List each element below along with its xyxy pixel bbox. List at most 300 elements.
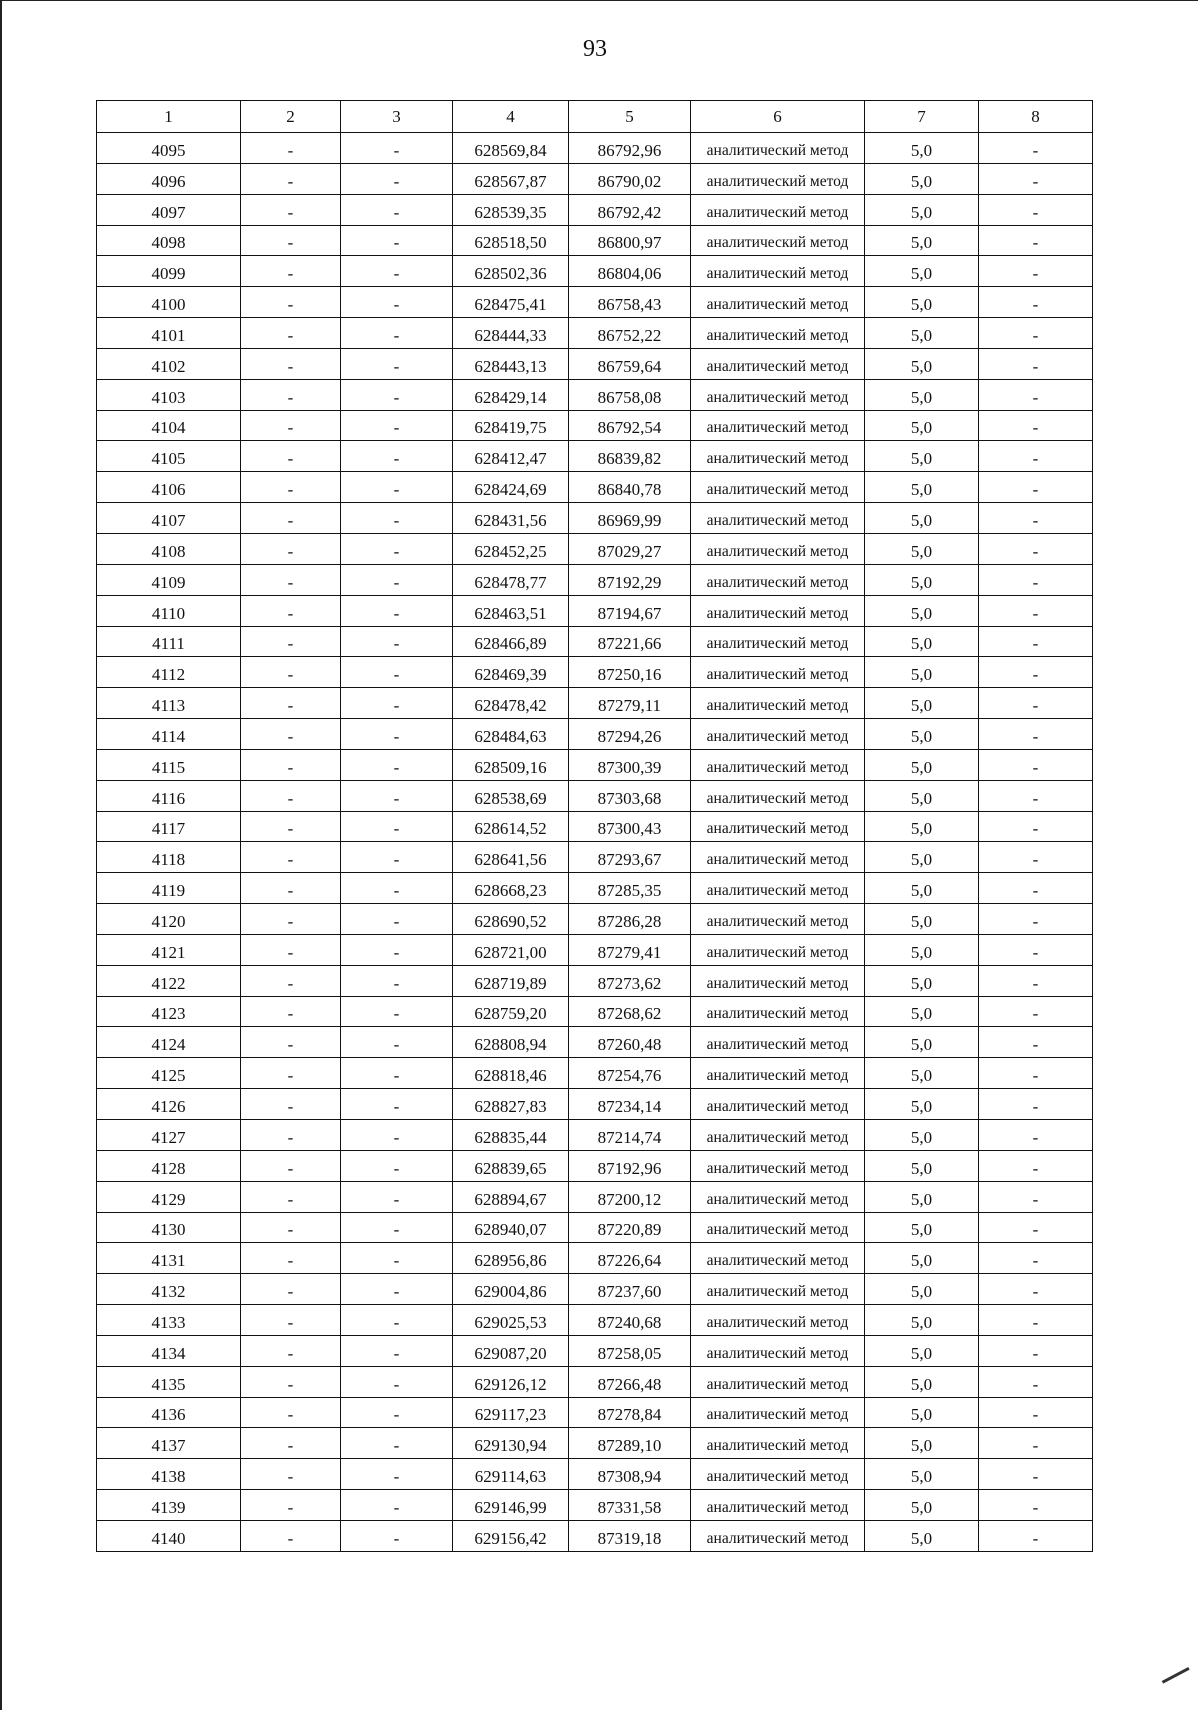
coord-x-cell: 628827,83 <box>453 1089 569 1120</box>
table-row <box>97 595 1093 626</box>
col-2-cell: - <box>241 163 341 194</box>
coord-x-cell: 629004,86 <box>453 1274 569 1305</box>
point-number-cell: 4099 <box>97 256 241 287</box>
point-number-cell: 4122 <box>97 965 241 996</box>
coord-x-cell: 628839,65 <box>453 1150 569 1181</box>
point-number-cell: 4112 <box>97 657 241 688</box>
coord-y-cell: 87268,62 <box>569 996 691 1027</box>
table-row <box>97 1335 1093 1366</box>
coord-x-cell: 628484,63 <box>453 719 569 750</box>
coord-y-cell: 86758,08 <box>569 379 691 410</box>
method-cell: аналитический метод <box>691 256 865 287</box>
col-3-cell: - <box>341 472 453 503</box>
col-3-cell: - <box>341 1089 453 1120</box>
point-number-cell: 4126 <box>97 1089 241 1120</box>
column-header-7: 7 <box>865 101 979 133</box>
col-2-cell: - <box>241 719 341 750</box>
col-2-cell: - <box>241 564 341 595</box>
coord-y-cell: 87192,29 <box>569 564 691 595</box>
method-cell: аналитический метод <box>691 441 865 472</box>
coord-y-cell: 87029,27 <box>569 533 691 564</box>
coord-x-cell: 628940,07 <box>453 1212 569 1243</box>
method-cell: аналитический метод <box>691 1150 865 1181</box>
col-8-cell: - <box>979 1027 1093 1058</box>
table-row <box>97 1027 1093 1058</box>
method-cell: аналитический метод <box>691 996 865 1027</box>
col-3-cell: - <box>341 1058 453 1089</box>
point-number-cell: 4117 <box>97 811 241 842</box>
point-number-cell: 4131 <box>97 1243 241 1274</box>
method-cell: аналитический метод <box>691 749 865 780</box>
accuracy-cell: 5,0 <box>865 688 979 719</box>
col-3-cell: - <box>341 873 453 904</box>
coord-x-cell: 628668,23 <box>453 873 569 904</box>
table-body <box>97 133 1093 1552</box>
col-8-cell: - <box>979 965 1093 996</box>
point-number-cell: 4125 <box>97 1058 241 1089</box>
coord-y-cell: 87240,68 <box>569 1305 691 1336</box>
point-number-cell: 4121 <box>97 934 241 965</box>
point-number-cell: 4097 <box>97 194 241 225</box>
method-cell: аналитический метод <box>691 1274 865 1305</box>
col-3-cell: - <box>341 379 453 410</box>
table-row <box>97 996 1093 1027</box>
table-row <box>97 133 1093 164</box>
col-8-cell: - <box>979 503 1093 534</box>
col-2-cell: - <box>241 1243 341 1274</box>
col-8-cell: - <box>979 1490 1093 1521</box>
method-cell: аналитический метод <box>691 1120 865 1151</box>
accuracy-cell: 5,0 <box>865 441 979 472</box>
method-cell: аналитический метод <box>691 503 865 534</box>
point-number-cell: 4113 <box>97 688 241 719</box>
column-header-3: 3 <box>341 101 453 133</box>
coord-y-cell: 87200,12 <box>569 1181 691 1212</box>
col-2-cell: - <box>241 842 341 873</box>
accuracy-cell: 5,0 <box>865 1520 979 1551</box>
header-row <box>97 101 1093 133</box>
point-number-cell: 4111 <box>97 626 241 657</box>
point-number-cell: 4116 <box>97 780 241 811</box>
col-8-cell: - <box>979 1366 1093 1397</box>
coord-y-cell: 87237,60 <box>569 1274 691 1305</box>
col-2-cell: - <box>241 256 341 287</box>
col-8-cell: - <box>979 1150 1093 1181</box>
coord-x-cell: 629025,53 <box>453 1305 569 1336</box>
col-3-cell: - <box>341 842 453 873</box>
method-cell: аналитический метод <box>691 472 865 503</box>
coord-y-cell: 86792,42 <box>569 194 691 225</box>
col-2-cell: - <box>241 965 341 996</box>
col-2-cell: - <box>241 626 341 657</box>
method-cell: аналитический метод <box>691 1027 865 1058</box>
col-3-cell: - <box>341 657 453 688</box>
method-cell: аналитический метод <box>691 318 865 349</box>
accuracy-cell: 5,0 <box>865 1243 979 1274</box>
accuracy-cell: 5,0 <box>865 873 979 904</box>
col-8-cell: - <box>979 441 1093 472</box>
point-number-cell: 4139 <box>97 1490 241 1521</box>
column-header-8: 8 <box>979 101 1093 133</box>
method-cell: аналитический метод <box>691 934 865 965</box>
col-8-cell: - <box>979 842 1093 873</box>
method-cell: аналитический метод <box>691 1305 865 1336</box>
col-8-cell: - <box>979 472 1093 503</box>
col-2-cell: - <box>241 873 341 904</box>
coord-y-cell: 87279,11 <box>569 688 691 719</box>
method-cell: аналитический метод <box>691 410 865 441</box>
coord-x-cell: 629087,20 <box>453 1335 569 1366</box>
col-2-cell: - <box>241 1305 341 1336</box>
point-number-cell: 4109 <box>97 564 241 595</box>
point-number-cell: 4130 <box>97 1212 241 1243</box>
accuracy-cell: 5,0 <box>865 1150 979 1181</box>
col-8-cell: - <box>979 688 1093 719</box>
col-8-cell: - <box>979 749 1093 780</box>
method-cell: аналитический метод <box>691 904 865 935</box>
accuracy-cell: 5,0 <box>865 749 979 780</box>
table-row <box>97 688 1093 719</box>
col-3-cell: - <box>341 441 453 472</box>
col-2-cell: - <box>241 996 341 1027</box>
method-cell: аналитический метод <box>691 1335 865 1366</box>
point-number-cell: 4133 <box>97 1305 241 1336</box>
col-8-cell: - <box>979 287 1093 318</box>
col-8-cell: - <box>979 533 1093 564</box>
method-cell: аналитический метод <box>691 626 865 657</box>
col-3-cell: - <box>341 1459 453 1490</box>
table-header <box>97 101 1093 133</box>
coord-x-cell: 628759,20 <box>453 996 569 1027</box>
accuracy-cell: 5,0 <box>865 996 979 1027</box>
point-number-cell: 4103 <box>97 379 241 410</box>
table-row <box>97 225 1093 256</box>
col-3-cell: - <box>341 1027 453 1058</box>
table-row <box>97 1520 1093 1551</box>
table-row <box>97 1120 1093 1151</box>
col-8-cell: - <box>979 133 1093 164</box>
col-2-cell: - <box>241 318 341 349</box>
col-2-cell: - <box>241 1181 341 1212</box>
col-3-cell: - <box>341 965 453 996</box>
col-2-cell: - <box>241 1335 341 1366</box>
accuracy-cell: 5,0 <box>865 533 979 564</box>
point-number-cell: 4138 <box>97 1459 241 1490</box>
coord-y-cell: 87289,10 <box>569 1428 691 1459</box>
point-number-cell: 4115 <box>97 749 241 780</box>
col-8-cell: - <box>979 318 1093 349</box>
accuracy-cell: 5,0 <box>865 657 979 688</box>
table-row <box>97 287 1093 318</box>
coord-y-cell: 87279,41 <box>569 934 691 965</box>
col-8-cell: - <box>979 1335 1093 1366</box>
col-8-cell: - <box>979 1181 1093 1212</box>
point-number-cell: 4123 <box>97 996 241 1027</box>
col-8-cell: - <box>979 1428 1093 1459</box>
col-2-cell: - <box>241 688 341 719</box>
point-number-cell: 4137 <box>97 1428 241 1459</box>
table-row <box>97 194 1093 225</box>
accuracy-cell: 5,0 <box>865 194 979 225</box>
table-row <box>97 780 1093 811</box>
point-number-cell: 4127 <box>97 1120 241 1151</box>
table-row <box>97 965 1093 996</box>
point-number-cell: 4132 <box>97 1274 241 1305</box>
table-row <box>97 1428 1093 1459</box>
method-cell: аналитический метод <box>691 965 865 996</box>
col-8-cell: - <box>979 657 1093 688</box>
point-number-cell: 4105 <box>97 441 241 472</box>
accuracy-cell: 5,0 <box>865 1428 979 1459</box>
col-2-cell: - <box>241 749 341 780</box>
coord-y-cell: 86752,22 <box>569 318 691 349</box>
col-8-cell: - <box>979 595 1093 626</box>
table-row <box>97 503 1093 534</box>
accuracy-cell: 5,0 <box>865 1120 979 1151</box>
coord-y-cell: 87214,74 <box>569 1120 691 1151</box>
coord-y-cell: 87308,94 <box>569 1459 691 1490</box>
coord-y-cell: 87303,68 <box>569 780 691 811</box>
point-number-cell: 4107 <box>97 503 241 534</box>
accuracy-cell: 5,0 <box>865 934 979 965</box>
table-row <box>97 1181 1093 1212</box>
col-3-cell: - <box>341 626 453 657</box>
accuracy-cell: 5,0 <box>865 965 979 996</box>
coord-y-cell: 86758,43 <box>569 287 691 318</box>
coord-y-cell: 87293,67 <box>569 842 691 873</box>
col-2-cell: - <box>241 811 341 842</box>
method-cell: аналитический метод <box>691 379 865 410</box>
accuracy-cell: 5,0 <box>865 1397 979 1428</box>
method-cell: аналитический метод <box>691 287 865 318</box>
method-cell: аналитический метод <box>691 1212 865 1243</box>
point-number-cell: 4108 <box>97 533 241 564</box>
coord-x-cell: 629117,23 <box>453 1397 569 1428</box>
col-8-cell: - <box>979 1120 1093 1151</box>
col-3-cell: - <box>341 1520 453 1551</box>
col-3-cell: - <box>341 1212 453 1243</box>
coord-x-cell: 629126,12 <box>453 1366 569 1397</box>
col-2-cell: - <box>241 1428 341 1459</box>
column-header-5: 5 <box>569 101 691 133</box>
coordinates-table <box>96 100 1093 1552</box>
point-number-cell: 4101 <box>97 318 241 349</box>
page-number: 93 <box>583 36 607 62</box>
coord-x-cell: 628721,00 <box>453 934 569 965</box>
column-header-4: 4 <box>453 101 569 133</box>
col-2-cell: - <box>241 441 341 472</box>
coord-x-cell: 628469,39 <box>453 657 569 688</box>
point-number-cell: 4095 <box>97 133 241 164</box>
col-8-cell: - <box>979 996 1093 1027</box>
coord-x-cell: 628956,86 <box>453 1243 569 1274</box>
accuracy-cell: 5,0 <box>865 1181 979 1212</box>
coord-x-cell: 628466,89 <box>453 626 569 657</box>
point-number-cell: 4104 <box>97 410 241 441</box>
coord-x-cell: 628424,69 <box>453 472 569 503</box>
col-8-cell: - <box>979 1058 1093 1089</box>
method-cell: аналитический метод <box>691 533 865 564</box>
coord-y-cell: 87194,67 <box>569 595 691 626</box>
table-row <box>97 410 1093 441</box>
coord-y-cell: 87300,39 <box>569 749 691 780</box>
method-cell: аналитический метод <box>691 225 865 256</box>
col-2-cell: - <box>241 934 341 965</box>
col-8-cell: - <box>979 410 1093 441</box>
point-number-cell: 4128 <box>97 1150 241 1181</box>
accuracy-cell: 5,0 <box>865 348 979 379</box>
coord-x-cell: 628443,13 <box>453 348 569 379</box>
coord-x-cell: 628690,52 <box>453 904 569 935</box>
col-2-cell: - <box>241 780 341 811</box>
method-cell: аналитический метод <box>691 1490 865 1521</box>
method-cell: аналитический метод <box>691 688 865 719</box>
table-row <box>97 719 1093 750</box>
col-3-cell: - <box>341 1428 453 1459</box>
coord-y-cell: 87221,66 <box>569 626 691 657</box>
accuracy-cell: 5,0 <box>865 626 979 657</box>
point-number-cell: 4100 <box>97 287 241 318</box>
coord-y-cell: 87254,76 <box>569 1058 691 1089</box>
col-3-cell: - <box>341 595 453 626</box>
col-8-cell: - <box>979 564 1093 595</box>
col-2-cell: - <box>241 1520 341 1551</box>
col-2-cell: - <box>241 1058 341 1089</box>
coord-y-cell: 86840,78 <box>569 472 691 503</box>
col-8-cell: - <box>979 256 1093 287</box>
coord-x-cell: 628463,51 <box>453 595 569 626</box>
coord-y-cell: 86792,96 <box>569 133 691 164</box>
accuracy-cell: 5,0 <box>865 472 979 503</box>
coord-x-cell: 628538,69 <box>453 780 569 811</box>
col-2-cell: - <box>241 1120 341 1151</box>
col-2-cell: - <box>241 133 341 164</box>
coord-y-cell: 87260,48 <box>569 1027 691 1058</box>
col-3-cell: - <box>341 1335 453 1366</box>
point-number-cell: 4114 <box>97 719 241 750</box>
col-8-cell: - <box>979 379 1093 410</box>
coord-y-cell: 86800,97 <box>569 225 691 256</box>
coord-x-cell: 628567,87 <box>453 163 569 194</box>
point-number-cell: 4135 <box>97 1366 241 1397</box>
col-2-cell: - <box>241 472 341 503</box>
accuracy-cell: 5,0 <box>865 225 979 256</box>
coord-y-cell: 87250,16 <box>569 657 691 688</box>
col-3-cell: - <box>341 348 453 379</box>
point-number-cell: 4124 <box>97 1027 241 1058</box>
table-row <box>97 657 1093 688</box>
coord-x-cell: 628894,67 <box>453 1181 569 1212</box>
method-cell: аналитический метод <box>691 595 865 626</box>
method-cell: аналитический метод <box>691 163 865 194</box>
point-number-cell: 4134 <box>97 1335 241 1366</box>
method-cell: аналитический метод <box>691 1058 865 1089</box>
coord-y-cell: 87285,35 <box>569 873 691 904</box>
col-8-cell: - <box>979 1274 1093 1305</box>
column-header-6: 6 <box>691 101 865 133</box>
table-row <box>97 441 1093 472</box>
point-number-cell: 4098 <box>97 225 241 256</box>
table-row <box>97 749 1093 780</box>
table-row <box>97 1397 1093 1428</box>
coord-x-cell: 628835,44 <box>453 1120 569 1151</box>
table-row <box>97 1459 1093 1490</box>
coord-x-cell: 628444,33 <box>453 318 569 349</box>
accuracy-cell: 5,0 <box>865 503 979 534</box>
col-2-cell: - <box>241 410 341 441</box>
table-row <box>97 1305 1093 1336</box>
col-2-cell: - <box>241 1027 341 1058</box>
col-2-cell: - <box>241 348 341 379</box>
col-8-cell: - <box>979 1397 1093 1428</box>
method-cell: аналитический метод <box>691 873 865 904</box>
column-header-2: 2 <box>241 101 341 133</box>
col-8-cell: - <box>979 348 1093 379</box>
method-cell: аналитический метод <box>691 348 865 379</box>
col-3-cell: - <box>341 904 453 935</box>
accuracy-cell: 5,0 <box>865 379 979 410</box>
accuracy-cell: 5,0 <box>865 163 979 194</box>
table-row <box>97 1366 1093 1397</box>
col-2-cell: - <box>241 1089 341 1120</box>
col-2-cell: - <box>241 503 341 534</box>
coord-y-cell: 87226,64 <box>569 1243 691 1274</box>
point-number-cell: 4120 <box>97 904 241 935</box>
accuracy-cell: 5,0 <box>865 1274 979 1305</box>
accuracy-cell: 5,0 <box>865 1058 979 1089</box>
coord-x-cell: 628478,42 <box>453 688 569 719</box>
coord-y-cell: 87300,43 <box>569 811 691 842</box>
accuracy-cell: 5,0 <box>865 1212 979 1243</box>
accuracy-cell: 5,0 <box>865 1335 979 1366</box>
table-row <box>97 1058 1093 1089</box>
accuracy-cell: 5,0 <box>865 318 979 349</box>
col-8-cell: - <box>979 626 1093 657</box>
col-3-cell: - <box>341 503 453 534</box>
col-3-cell: - <box>341 318 453 349</box>
col-8-cell: - <box>979 934 1093 965</box>
coord-y-cell: 87192,96 <box>569 1150 691 1181</box>
method-cell: аналитический метод <box>691 1397 865 1428</box>
coord-x-cell: 628419,75 <box>453 410 569 441</box>
point-number-cell: 4102 <box>97 348 241 379</box>
col-3-cell: - <box>341 1181 453 1212</box>
col-3-cell: - <box>341 163 453 194</box>
col-2-cell: - <box>241 533 341 564</box>
coord-y-cell: 87286,28 <box>569 904 691 935</box>
coord-y-cell: 87319,18 <box>569 1520 691 1551</box>
method-cell: аналитический метод <box>691 780 865 811</box>
coord-y-cell: 87278,84 <box>569 1397 691 1428</box>
coord-x-cell: 628475,41 <box>453 287 569 318</box>
point-number-cell: 4110 <box>97 595 241 626</box>
col-3-cell: - <box>341 1490 453 1521</box>
col-8-cell: - <box>979 163 1093 194</box>
accuracy-cell: 5,0 <box>865 780 979 811</box>
col-2-cell: - <box>241 225 341 256</box>
col-3-cell: - <box>341 564 453 595</box>
coord-x-cell: 628818,46 <box>453 1058 569 1089</box>
col-8-cell: - <box>979 1243 1093 1274</box>
table-row <box>97 873 1093 904</box>
coord-x-cell: 629156,42 <box>453 1520 569 1551</box>
col-3-cell: - <box>341 1397 453 1428</box>
method-cell: аналитический метод <box>691 842 865 873</box>
table-row <box>97 1089 1093 1120</box>
coord-x-cell: 628719,89 <box>453 965 569 996</box>
col-2-cell: - <box>241 1366 341 1397</box>
coord-x-cell: 628518,50 <box>453 225 569 256</box>
